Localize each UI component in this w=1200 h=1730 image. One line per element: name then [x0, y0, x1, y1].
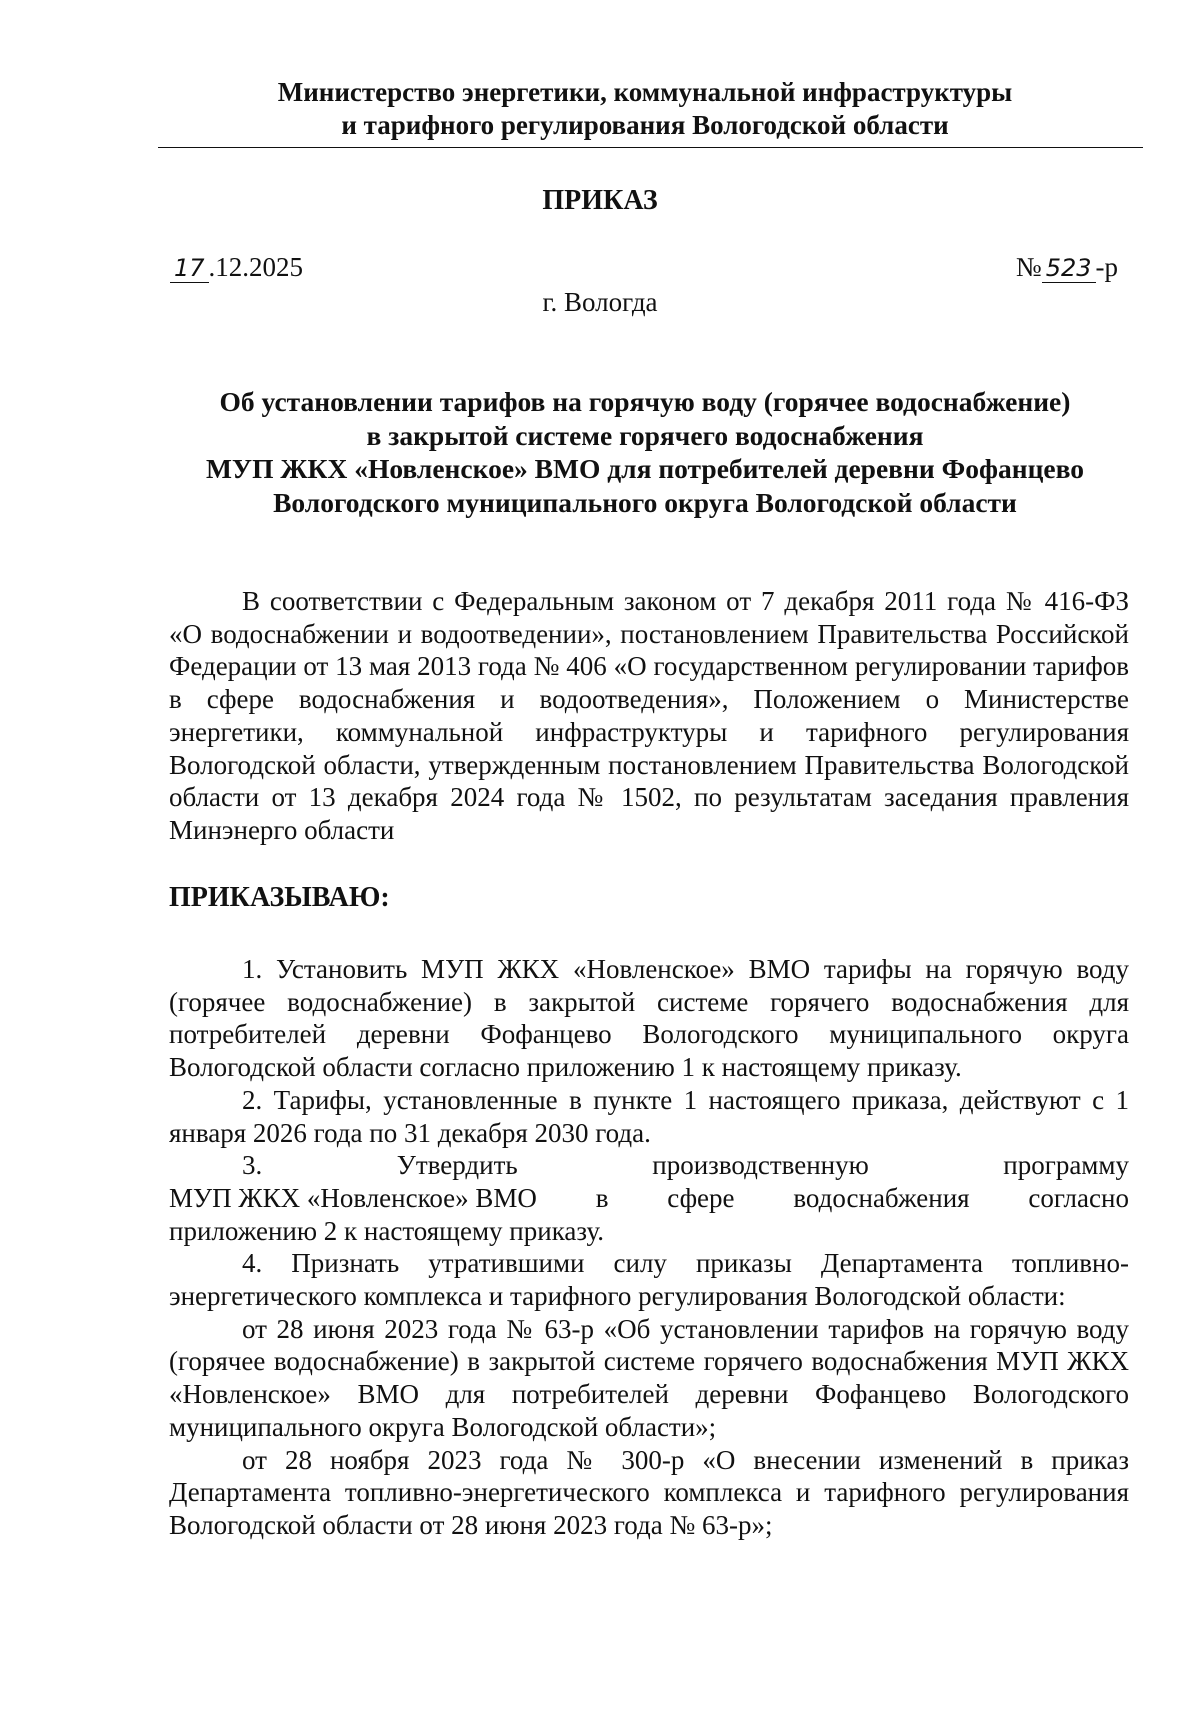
item-3-word: в: [595, 1182, 609, 1213]
document-subject: [150, 385, 1140, 519]
item-3-word: Утвердить: [396, 1150, 518, 1181]
preamble-paragraph: В соответствии с Федеральным законом от 7 декабря 2011 года № 416-ФЗ «О водоснабжении и водоотведении», постановлением Правительства Российской Федерации от 13 мая 2013 года № 406 «О государственном регулировании тарифов в сфере водоснабжения и водоотведения», Положением о Министерстве энергетики, коммунальной инфраструктуры и тарифного регулирования Вологодской области, утвержденным постановлением Правительства Вологодской области от 13 декабря 2024 года № 1502, по результатам заседания правления Минэнерго области: [169, 586, 1129, 845]
subject-line2: в закрытой системе горячего водоснабжения: [366, 419, 924, 451]
number-suffix: -р: [1095, 252, 1118, 282]
item-3-line3: приложению 2 к настоящему приказу.: [169, 1215, 605, 1246]
item-3-word: согласно: [1028, 1182, 1129, 1213]
item-3-line1: [169, 1149, 1129, 1182]
document-date: [170, 252, 303, 283]
date-rest: .12.2025: [208, 252, 304, 282]
number-handwritten: 523: [1042, 254, 1096, 283]
ministry-header-line2: и тарифного регулирования Вологодской области: [341, 110, 949, 140]
item-3-line2: [169, 1182, 1129, 1215]
document-number: [1016, 252, 1118, 283]
item-4: 4. Признать утратившими силу приказы Департамента топливно-энергетического комплекса и тарифного регулирования Вологодской области:: [169, 1248, 1129, 1312]
document-title: ПРИКАЗ: [542, 185, 658, 216]
preamble-block: [169, 585, 1129, 847]
item-3-word: МУП ЖКХ «Новленское» ВМО: [169, 1182, 537, 1213]
item-1: 1. Установить МУП ЖКХ «Новленское» ВМО тарифы на горячую воду (горячее водоснабжение) в закрытой системе горячего водоснабжения для потребителей деревни Фофанцево Вологодского муниципального округа Вологодской области согласно приложению 1 к настоящему приказу.: [169, 954, 1129, 1083]
item-3-word: программу: [1003, 1150, 1129, 1181]
item-3: [169, 1149, 1129, 1247]
order-items: [169, 953, 1129, 1542]
item-3-word: производственную: [652, 1150, 869, 1181]
item-4-sub-a: от 28 июня 2023 года № 63-р «Об установлении тарифов на горячую воду (горячее водоснабжение) в закрытой системе горячего водоснабжения МУП ЖКХ «Новленское» ВМО для потребителей деревни Фофанцево Вологодского муниципального округа Вологодской области»;: [169, 1313, 1129, 1442]
order-word: ПРИКАЗЫВАЮ:: [169, 882, 390, 913]
date-day-handwritten: 17: [170, 254, 209, 283]
ministry-header-line1: Министерство энергетики, коммунальной инфраструктуры: [277, 77, 1013, 107]
ministry-header: [150, 76, 1140, 142]
document-city: г. Вологда: [542, 287, 658, 317]
item-3-word: сфере: [667, 1182, 735, 1213]
header-divider: [158, 147, 1143, 148]
subject-line1: Об установлении тарифов на горячую воду (горячее водоснабжение): [219, 386, 1071, 417]
number-prefix: №: [1015, 252, 1042, 282]
item-3-word: водоснабжения: [793, 1182, 970, 1213]
item-4-sub-b: от 28 ноября 2023 года № 300-р «О внесении изменений в приказ Департамента топливно-энергетического комплекса и тарифного регулирования Вологодской области от 28 июня 2023 года № 63-р»;: [169, 1444, 1129, 1540]
subject-line3: МУП ЖКХ «Новленское» ВМО для потребителей деревни Фофанцево: [205, 453, 1085, 484]
subject-line4: Вологодского муниципального округа Вологодской области: [273, 486, 1017, 518]
item-2: 2. Тарифы, установленные в пункте 1 настоящего приказа, действуют с 1 января 2026 года по 31 декабря 2030 года.: [169, 1084, 1129, 1148]
item-3-word: 3.: [242, 1150, 263, 1181]
